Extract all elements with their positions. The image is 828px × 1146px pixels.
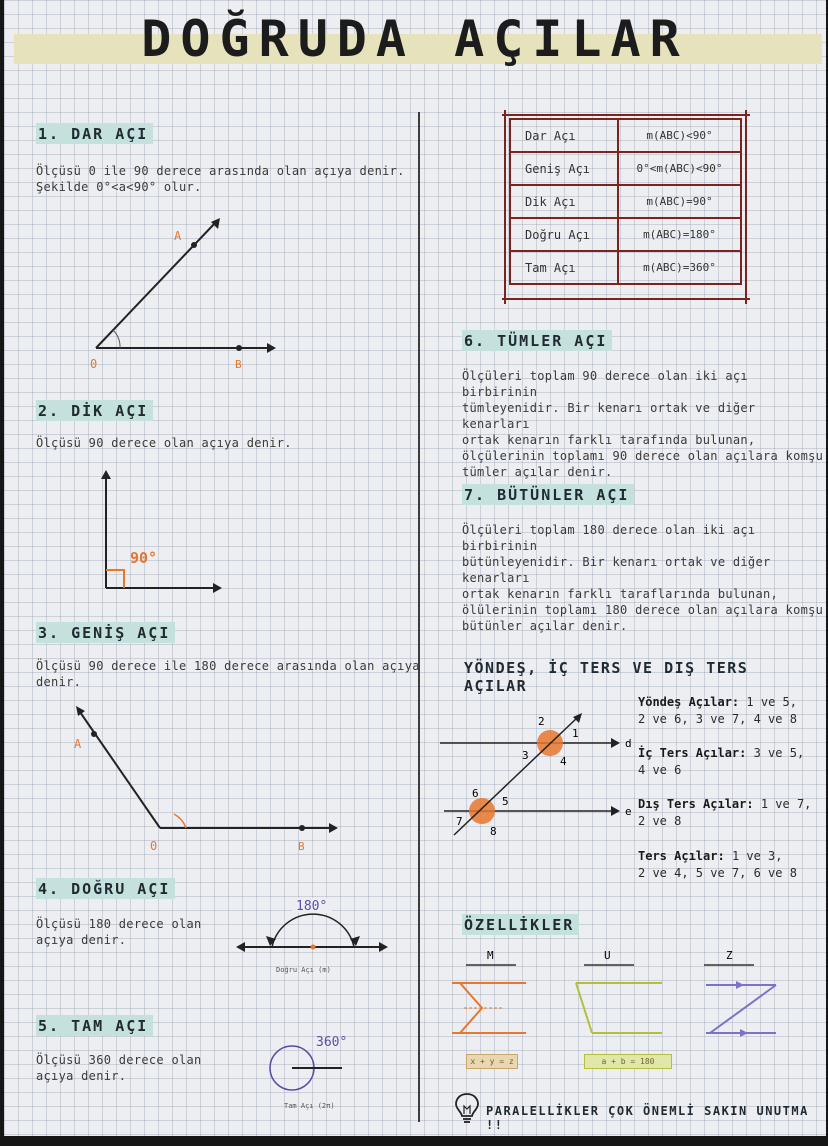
angle-measure-cell: m(ABC)=180° — [618, 218, 741, 251]
notes-sheet — [4, 0, 826, 1136]
dis-ters-aci-definition — [638, 796, 811, 830]
u-shape-label: U — [604, 949, 611, 962]
tumler-line: tümleyenidir. Bir kenarı ortak ve diğer kenarları — [462, 401, 756, 431]
angle-number: 2 — [538, 715, 545, 728]
straight-angle-diagram — [232, 890, 397, 980]
table-frame-left — [504, 110, 506, 304]
ic-ters-title: İç Ters Açılar: — [638, 746, 747, 760]
table-frame-bottom — [502, 298, 750, 300]
angle-type-cell: Geniş Açı — [510, 152, 618, 185]
butunler-line: ortak kenarın farklı taraflarında bulunan, — [462, 587, 779, 601]
angle-number: 3 — [522, 749, 529, 762]
section-heading-dar-aci: 1. DAR AÇI — [36, 123, 153, 144]
ters-line1: 1 ve 3, — [731, 849, 783, 863]
z-shape-label: Z — [726, 949, 733, 962]
butunler-line: bütünler açılar denir. — [462, 619, 628, 633]
butunler-line: ölülerinin toplamı 180 derece olan açılara komşu — [462, 603, 824, 617]
footer-reminder: PARALELLİKLER ÇOK ÖNEMLİ SAKIN UNUTMA !! — [486, 1104, 809, 1132]
table-row — [510, 251, 741, 284]
table-row — [510, 119, 741, 152]
angle-type-cell: Dik Açı — [510, 185, 618, 218]
yondes-title: Yöndeş Açılar: — [638, 695, 740, 709]
dis-ters-line1: 1 ve 7, — [760, 797, 812, 811]
butunler-aci-text — [462, 522, 826, 634]
table-frame-top — [502, 114, 750, 116]
tumler-aci-text — [462, 368, 826, 480]
angle-number: 7 — [456, 815, 463, 828]
full-angle-diagram — [262, 1026, 382, 1116]
angle-measure-cell: 0°<m(ABC)<90° — [618, 152, 741, 185]
butunler-line: bütünleyenidir. Bir kenarı ortak ve diğer kenarları — [462, 555, 771, 585]
u-rule-formula: a + b = 180 — [584, 1054, 672, 1069]
straight-angle-label: 180° — [296, 899, 328, 914]
genis-aci-text-line2: denir. — [36, 675, 82, 689]
parallel-lines-transversal-diagram — [432, 705, 637, 840]
obtuse-point-a-label: A — [74, 737, 82, 751]
acute-angle-diagram — [64, 210, 294, 375]
line-e-label: e — [625, 805, 632, 818]
dar-aci-text-line2: Şekilde 0°<a<90° olur. — [36, 180, 202, 194]
table-frame-right — [745, 110, 747, 304]
angle-type-cell: Dar Açı — [510, 119, 618, 152]
point-b-label: B — [235, 358, 242, 371]
m-shape-label: M — [487, 949, 494, 962]
right-angle-diagram — [94, 468, 234, 598]
table-row — [510, 152, 741, 185]
ic-ters-line1: 3 ve 5, — [753, 746, 805, 760]
section-heading-tam-aci: 5. TAM AÇI — [36, 1015, 153, 1036]
page-title: DOĞRUDA AÇILAR — [141, 10, 689, 68]
dogru-aci-text-line1: Ölçüsü 180 derece olan — [36, 917, 202, 931]
obtuse-point-o-label: 0 — [150, 839, 158, 853]
angle-measure-cell: m(ABC)=90° — [618, 185, 741, 218]
point-o-label: 0 — [90, 357, 98, 371]
section-heading-butunler-aci: 7. BÜTÜNLER AÇI — [462, 484, 634, 505]
tumler-line: ortak kenarın farklı tarafında bulunan, — [462, 433, 756, 447]
full-angle-caption: Tam Açı (2π) — [284, 1102, 335, 1110]
angle-number: 1 — [572, 727, 579, 740]
angle-type-cell: Doğru Açı — [510, 218, 618, 251]
yondes-line2: 2 ve 6, 3 ve 7, 4 ve 8 — [638, 712, 797, 726]
angle-summary-table — [509, 118, 742, 285]
tumler-line: ölçülerinin toplamı 90 derece olan açılara komşu — [462, 449, 824, 463]
ic-ters-aci-definition — [638, 745, 804, 779]
section-heading-dogru-aci: 4. DOĞRU AÇI — [36, 878, 175, 899]
m-rule-formula: x + y = z — [466, 1054, 518, 1069]
point-a-label: A — [174, 229, 182, 243]
dis-ters-line2: 2 ve 8 — [638, 814, 682, 828]
angle-number: 5 — [502, 795, 509, 808]
straight-angle-caption: Doğru Açı (m) — [276, 966, 331, 974]
tumler-line: Ölçüleri toplam 90 derece olan iki açı birbirinin — [462, 369, 748, 399]
angle-number: 4 — [560, 755, 567, 768]
ic-ters-line2: 4 ve 6 — [638, 763, 682, 777]
yondes-aci-definition — [638, 694, 797, 728]
table-row — [510, 218, 741, 251]
tam-aci-text-line2: açıya denir. — [36, 1069, 127, 1083]
obtuse-angle-diagram — [64, 700, 354, 865]
angle-number: 6 — [472, 787, 479, 800]
ters-aci-definition — [638, 848, 797, 882]
genis-aci-text-line1: Ölçüsü 90 derece ile 180 derece arasında olan açıya — [36, 659, 420, 673]
obtuse-point-b-label: B — [298, 840, 305, 853]
lightbulb-icon — [454, 1092, 480, 1124]
angle-measure-cell: m(ABC)<90° — [618, 119, 741, 152]
angle-type-cell: Tam Açı — [510, 251, 618, 284]
section-heading-yondes: YÖNDEŞ, İÇ TERS VE DIŞ TERS AÇILAR — [464, 659, 749, 695]
section-heading-dik-aci: 2. DİK AÇI — [36, 400, 153, 421]
dis-ters-title: Dış Ters Açılar: — [638, 797, 754, 811]
full-angle-label: 360° — [316, 1035, 348, 1050]
dik-aci-text: Ölçüsü 90 derece olan açıya denir. — [36, 436, 292, 450]
right-angle-label: 90° — [130, 549, 158, 567]
tam-aci-text-line1: Ölçüsü 360 derece olan — [36, 1053, 202, 1067]
line-d-label: d — [625, 737, 632, 750]
yondes-line1: 1 ve 5, — [746, 695, 797, 709]
angle-number: 8 — [490, 825, 497, 838]
dogru-aci-text-line2: açıya denir. — [36, 933, 127, 947]
butunler-line: Ölçüleri toplam 180 derece olan iki açı birbirinin — [462, 523, 756, 553]
section-heading-genis-aci: 3. GENİŞ AÇI — [36, 622, 175, 643]
section-heading-ozellikler: ÖZELLİKLER — [462, 914, 579, 935]
table-row — [510, 185, 741, 218]
ters-title: Ters Açılar: — [638, 849, 725, 863]
angle-measure-cell: m(ABC)=360° — [618, 251, 741, 284]
ters-line2: 2 ve 4, 5 ve 7, 6 ve 8 — [638, 866, 797, 880]
tumler-line: tümler açılar denir. — [462, 465, 613, 479]
column-divider — [418, 112, 420, 1122]
dar-aci-text-line1: Ölçüsü 0 ile 90 derece arasında olan açıya denir. — [36, 164, 405, 178]
section-heading-tumler-aci: 6. TÜMLER AÇI — [462, 330, 612, 351]
